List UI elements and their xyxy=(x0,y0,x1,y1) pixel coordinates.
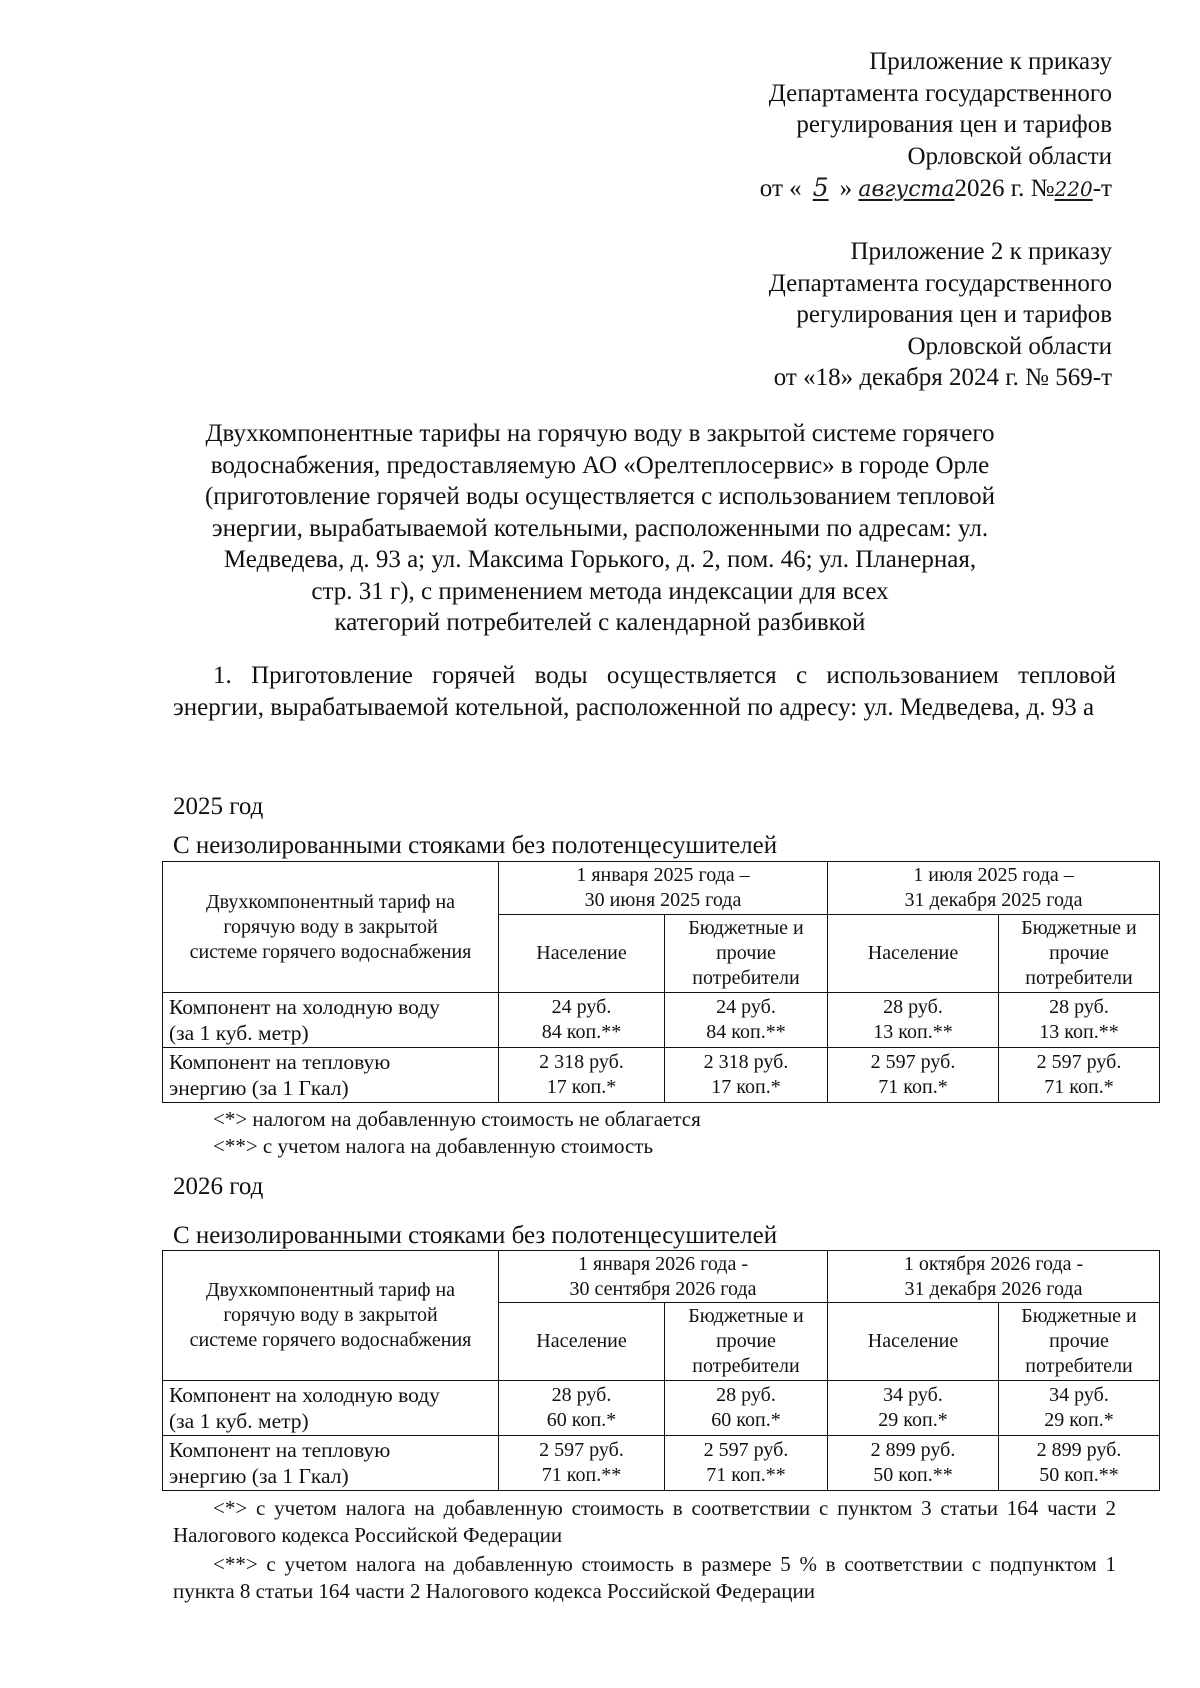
table-header-period-2: 1 июля 2025 года – 31 декабря 2025 года xyxy=(828,862,1160,915)
year-2025-label: 2025 год xyxy=(173,793,264,820)
title-line: водоснабжения, предоставляемую АО «Орелтеплосервис» в городе Орле xyxy=(210,451,990,479)
appendix-line: Приложение 2 к приказу xyxy=(850,238,1112,265)
table-header-tariff: Двухкомпонентный тариф на горячую воду в закрытой системе горячего водоснабжения xyxy=(163,862,499,993)
footnote-2025-1: <*> налогом на добавленную стоимость не облагается xyxy=(213,1107,701,1131)
table-header-period-2: 1 октября 2026 года - 31 декабря 2026 года xyxy=(828,1251,1160,1303)
order-date-line xyxy=(760,172,1112,206)
date-mid: » xyxy=(839,175,853,202)
table-row xyxy=(163,1251,1160,1303)
table-row xyxy=(163,1436,1160,1491)
table-cell: 34 руб. 29 коп.* xyxy=(999,1381,1160,1436)
tariff-table-2026 xyxy=(162,1250,1160,1491)
appendix-line: Департамента государственного xyxy=(768,269,1112,297)
table-header-population: Население xyxy=(499,915,665,993)
section-1-paragraph: 1. Приготовление горячей воды осуществляется с использованием тепловой энергии, вырабатываемой котельной, расположенной по адресу: ул. Медведева, д. 93 а xyxy=(173,662,1116,721)
title-line: Двухкомпонентные тарифы на горячую воду в закрытой системе горячего xyxy=(205,420,995,447)
table-row xyxy=(163,862,1160,915)
table-cell: 28 руб. 13 коп.** xyxy=(828,993,999,1048)
table-cell: 2 597 руб. 71 коп.** xyxy=(665,1436,828,1491)
year-2026-label: 2026 год xyxy=(173,1173,264,1200)
table-header-population: Население xyxy=(828,915,999,993)
table-header-budget: Бюджетные и прочие потребители xyxy=(999,1303,1160,1381)
table-header-budget: Бюджетные и прочие потребители xyxy=(665,1303,828,1381)
table-cell: 24 руб. 84 коп.** xyxy=(665,993,828,1048)
table-cell: 2 899 руб. 50 коп.** xyxy=(999,1436,1160,1491)
table-cell: 2 318 руб. 17 коп.* xyxy=(499,1048,665,1103)
table-row xyxy=(163,993,1160,1048)
appendix-line: регулирования цен и тарифов xyxy=(796,301,1112,328)
table-header-tariff: Двухкомпонентный тариф на горячую воду в закрытой системе горячего водоснабжения xyxy=(163,1251,499,1381)
number-suffix: -т xyxy=(1092,175,1112,202)
appendix-line: Орловской области xyxy=(907,142,1112,170)
tariff-table-2025 xyxy=(162,861,1160,1103)
table-cell: 2 597 руб. 71 коп.** xyxy=(499,1436,665,1491)
table-cell: 2 597 руб. 71 коп.* xyxy=(999,1048,1160,1103)
table-row xyxy=(163,1048,1160,1103)
appendix-header-current xyxy=(760,46,1112,206)
appendix-line: Орловской области xyxy=(907,332,1112,360)
table-cell: 24 руб. 84 коп.** xyxy=(499,993,665,1048)
table-header-period-1: 1 января 2025 года – 30 июня 2025 года xyxy=(499,862,828,915)
title-line: категорий потребителей с календарной разбивкой xyxy=(334,609,866,636)
footnote-2025-2: <**> с учетом налога на добавленную стоимость xyxy=(213,1134,654,1158)
table-cell: 28 руб. 60 коп.* xyxy=(499,1381,665,1436)
title-line: Медведева, д. 93 а; ул. Максима Горького, д. 2, пом. 46; ул. Планерная, xyxy=(223,546,977,573)
document-title xyxy=(160,418,1040,639)
table-header-population: Население xyxy=(828,1303,999,1381)
handwritten-month: августа xyxy=(858,177,955,202)
appendix-header-previous xyxy=(769,236,1112,394)
table-header-budget: Бюджетные и прочие потребители xyxy=(665,915,828,993)
table-cell: 2 899 руб. 50 коп.** xyxy=(828,1436,999,1491)
table-cell: 2 597 руб. 71 коп.* xyxy=(828,1048,999,1103)
appendix-line: Департамента государственного xyxy=(768,79,1112,107)
row-label-heat-energy: Компонент на тепловую энергию (за 1 Гкал) xyxy=(163,1436,499,1491)
row-label-cold-water: Компонент на холодную воду (за 1 куб. метр) xyxy=(163,1381,499,1436)
title-line: энергии, вырабатываемой котельными, расположенными по адресам: ул. xyxy=(211,514,989,542)
table-cell: 28 руб. 13 коп.** xyxy=(999,993,1160,1048)
row-label-heat-energy: Компонент на тепловую энергию (за 1 Гкал) xyxy=(163,1048,499,1103)
table-header-budget: Бюджетные и прочие потребители xyxy=(999,915,1160,993)
title-line: стр. 31 г), с применением метода индексации для всех xyxy=(311,577,889,605)
table-cell: 34 руб. 29 коп.* xyxy=(828,1381,999,1436)
table-cell: 2 318 руб. 17 коп.* xyxy=(665,1048,828,1103)
title-line: (приготовление горячей воды осуществляется с использованием тепловой xyxy=(204,483,996,510)
appendix-line: регулирования цен и тарифов xyxy=(796,111,1112,138)
footnote-2026-2: <**> с учетом налога на добавленную стоимость в размере 5 % в соответствии с подпунктом 1 пункта 8 статьи 164 части 2 Налогового кодекса Российской Федерации xyxy=(173,1552,1116,1603)
table-header-population: Население xyxy=(499,1303,665,1381)
footnote-2026-1: <*> с учетом налога на добавленную стоимость в соответствии с пунктом 3 статьи 164 части 2 Налогового кодекса Российской Федерации xyxy=(173,1496,1116,1547)
table-row xyxy=(163,1381,1160,1436)
date-prefix: от « xyxy=(759,175,802,202)
date-year: 2026 г. № xyxy=(954,175,1055,202)
row-label-cold-water: Компонент на холодную воду (за 1 куб. метр) xyxy=(163,993,499,1048)
handwritten-order-number: 220 xyxy=(1054,177,1093,201)
appendix-line: Приложение к приказу xyxy=(869,48,1112,75)
table-cell: 28 руб. 60 коп.* xyxy=(665,1381,828,1436)
handwritten-day: 5 xyxy=(812,173,829,202)
year-2026-subtitle: С неизолированными стояками без полотенцесушителей xyxy=(173,1222,778,1249)
appendix-line: от «18» декабря 2024 г. № 569-т xyxy=(773,364,1112,391)
table-header-period-1: 1 января 2026 года - 30 сентября 2026 года xyxy=(499,1251,828,1303)
year-2025-subtitle: С неизолированными стояками без полотенцесушителей xyxy=(173,832,778,859)
